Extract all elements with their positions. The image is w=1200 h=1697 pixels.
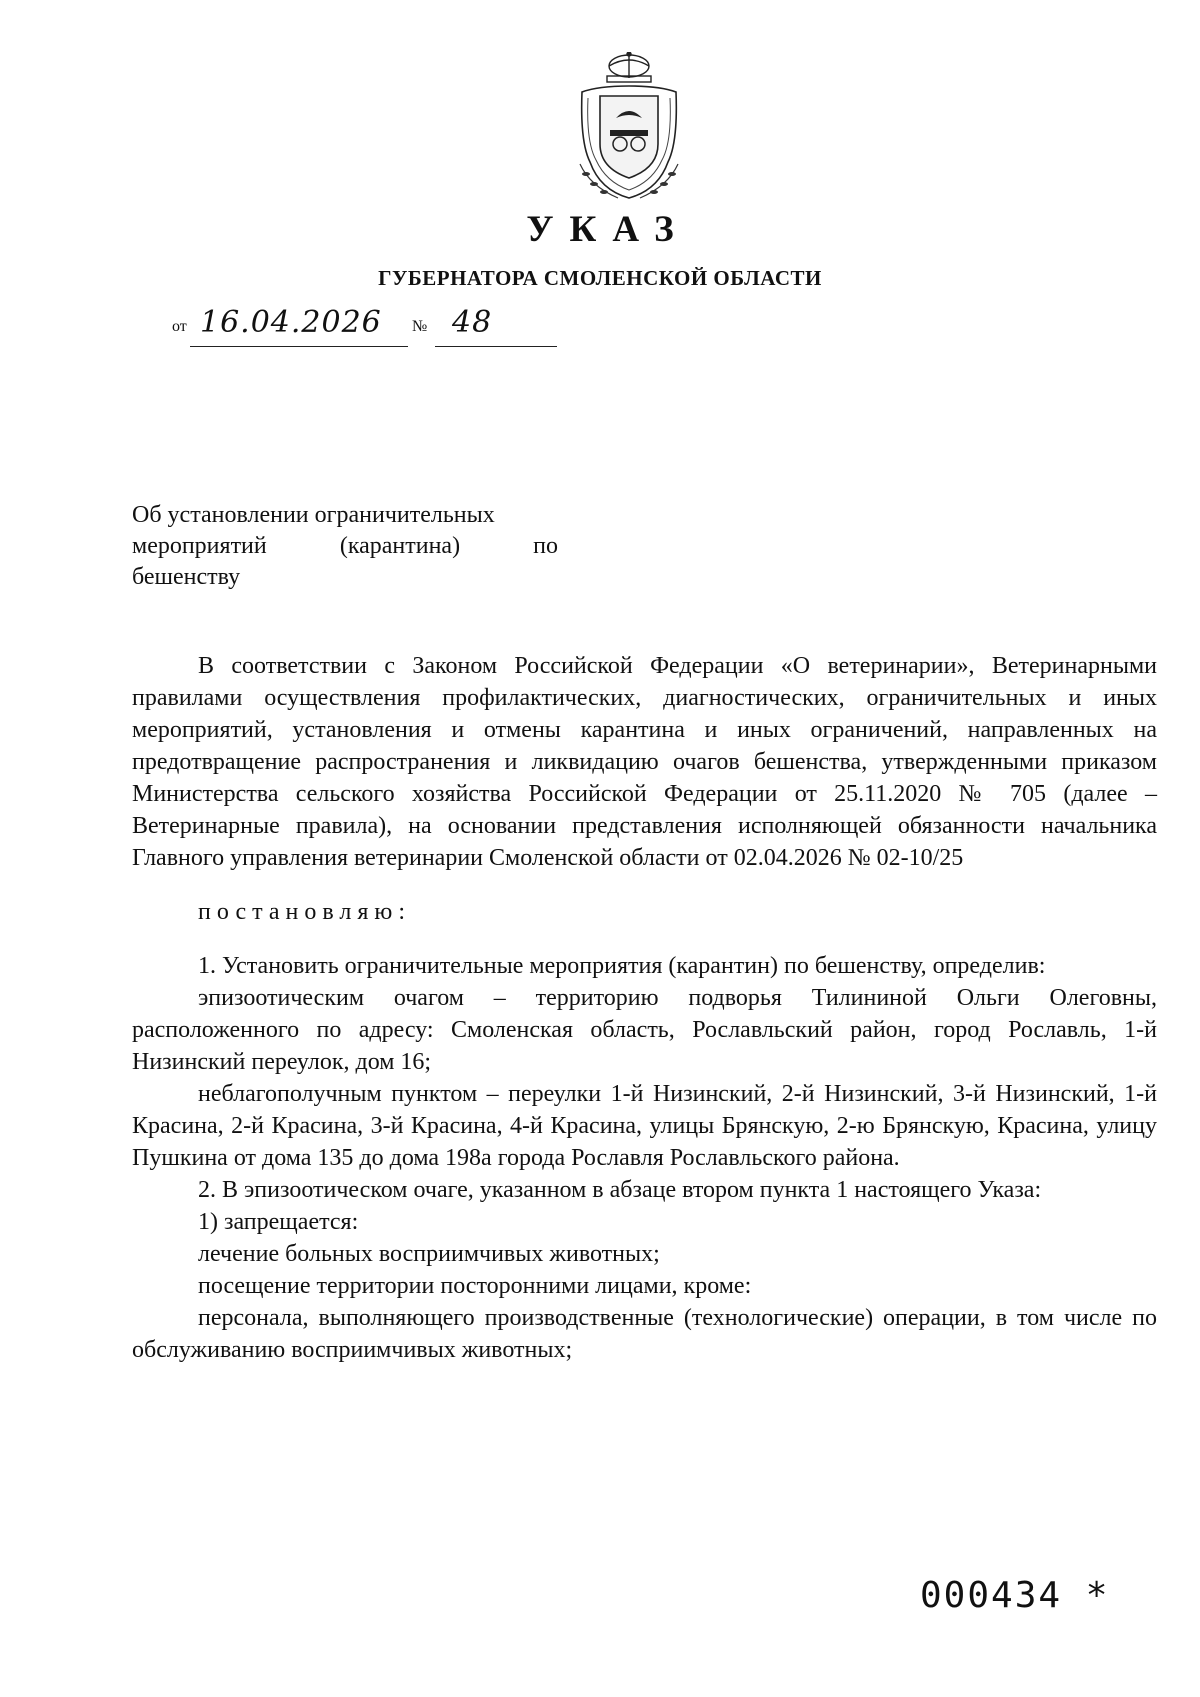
serial-number: 000434 * [920, 1575, 1110, 1616]
item-2-1: 1) запрещается: [198, 1209, 359, 1235]
date-prefix: от [172, 318, 187, 335]
number-value: 48 [452, 305, 493, 340]
coat-of-arms-emblem [570, 52, 688, 202]
date-value: 16.04.2026 [200, 305, 382, 340]
item-2-1-c: персонала, выполняющего производственные (технологические) операции, в том числе по обслуживанию восприимчивых животных; [132, 1305, 1157, 1363]
item-2-1-a: лечение больных восприимчивых животных; [198, 1241, 660, 1267]
item-2-1-b: посещение территории посторонними лицами, кроме: [198, 1273, 752, 1299]
document-heading [132, 500, 558, 593]
document-title: УКАЗ [526, 209, 690, 250]
date-underline [190, 346, 408, 347]
heading-line-1: Об установлении ограничительных [132, 502, 495, 528]
decree-word: постановляю: [198, 899, 411, 925]
preamble-paragraph: В соответствии с Законом Российской Федерации «О ветеринарии», Ветеринарными правилами осуществления профилактических, диагностических, ограничительных и иных мероприятий, установления и отмены карантина и иных ограничений, направленных на предотвращение распространения и ликвидацию очагов бешенства, утвержденными приказом Министерства сельского хозяйства Российской Федерации от 25.11.2020 № 705 (далее – Ветеринарные правила), на основании представления исполняющей обязанности начальника Главного управления ветеринарии Смоленской области от 02.04.2026 № 02-10/25 [132, 653, 1157, 871]
item-1-unfavorable-point: неблагополучным пунктом – переулки 1-й Низинский, 2-й Низинский, 3-й Низинский, 1-й Красина, 2-й Красина, 3-й Красина, 4-й Красина, улицы Брянскую, 2-ю Брянскую, Красина, улицу Пушкина от дома 135 до дома 198а города Рославля Рославльского района. [132, 1081, 1157, 1171]
number-underline [435, 346, 557, 347]
document-subtitle: ГУБЕРНАТОРА СМОЛЕНСКОЙ ОБЛАСТИ [378, 266, 822, 290]
item-1-epizootic-focus: эпизоотическим очагом – территорию подворья Тилининой Ольги Олеговны, расположенного по адресу: Смоленская область, Рославльский район, город Рославль, 1-й Низинский переулок, дом 16; [132, 985, 1157, 1075]
heading-line-2: мероприятий (карантина) по [132, 533, 558, 559]
document-body [132, 650, 1157, 1366]
item-1: 1. Установить ограничительные мероприятия (карантин) по бешенству, определив: [198, 953, 1046, 979]
heading-line-3: бешенству [132, 564, 241, 590]
item-2: 2. В эпизоотическом очаге, указанном в абзаце втором пункта 1 настоящего Указа: [198, 1177, 1042, 1203]
number-prefix: № [412, 318, 428, 335]
